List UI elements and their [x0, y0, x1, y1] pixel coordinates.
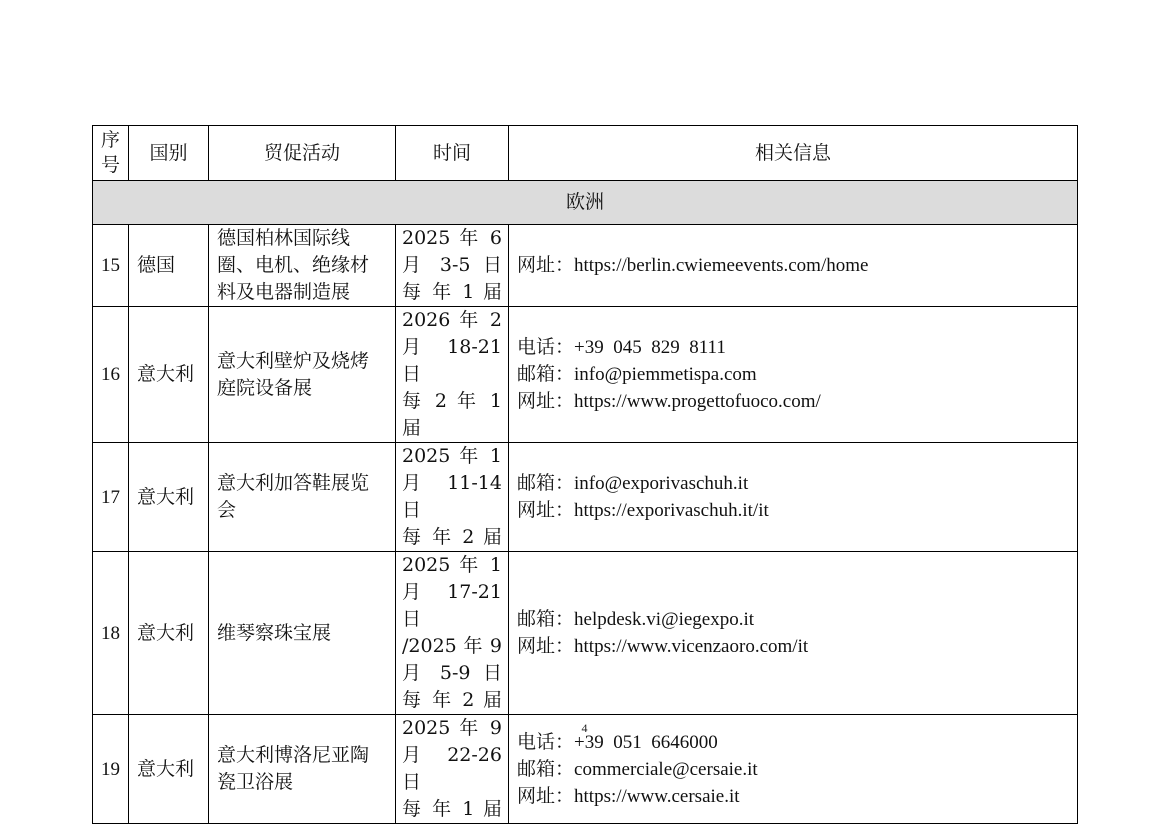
time-line: 月 11-14 日: [402, 472, 502, 521]
contact-link[interactable]: info@piemmetispa.com: [574, 364, 757, 385]
row-contact-info: [509, 552, 1078, 715]
contact-line: [517, 633, 1077, 660]
contact-label: 电话：: [517, 336, 575, 358]
header-event: 贸促活动: [209, 126, 396, 181]
row-contact-info: [509, 307, 1078, 443]
row-country: 意大利: [129, 443, 209, 552]
header-info: 相关信息: [509, 126, 1078, 181]
contact-label: 网址：: [517, 390, 575, 412]
row-serial-number: 16: [93, 307, 129, 443]
region-row: [93, 181, 1078, 225]
trade-fair-table: [92, 125, 1078, 824]
contact-link[interactable]: helpdesk.vi@iegexpo.it: [574, 609, 755, 630]
header-serial-char: 序: [100, 129, 120, 151]
contact-label: 网址：: [517, 254, 575, 276]
event-line: 意大利博洛尼亚陶: [217, 744, 370, 766]
contact-line: [517, 252, 1077, 279]
contact-line: [517, 497, 1077, 524]
contact-line: [517, 361, 1077, 388]
table-row: [93, 443, 1078, 552]
table-row: [93, 552, 1078, 715]
row-contact-info: [509, 225, 1078, 307]
contact-link[interactable]: https://www.progettofuoco.com/: [574, 391, 821, 412]
event-line: 瓷卫浴展: [217, 771, 294, 793]
contact-line: [517, 388, 1077, 415]
time-line: 每 年 2 届: [402, 689, 502, 711]
event-line: 维琴察珠宝展: [217, 621, 332, 644]
contact-line: [517, 756, 1077, 783]
row-serial-number: 19: [93, 715, 129, 824]
row-serial-number: 18: [93, 552, 129, 715]
contact-link[interactable]: commerciale@cersaie.it: [574, 758, 758, 780]
row-time: [396, 443, 509, 552]
contact-label: 电话：: [517, 730, 575, 753]
time-line: 2026 年 2: [402, 309, 502, 331]
time-line: 2025 年 1: [402, 445, 502, 467]
event-line: 料及电器制造展: [217, 281, 351, 303]
contact-line: [517, 606, 1077, 633]
contact-label: 邮箱：: [517, 363, 575, 385]
time-line: 月 5-9 日: [402, 662, 502, 684]
event-line: 圈、电机、绝缘材: [217, 254, 370, 276]
time-line: 每 年 1 届: [402, 281, 502, 303]
time-line: 每 2 年 1 届: [402, 390, 502, 439]
time-line: /2025 年 9: [402, 635, 502, 657]
contact-label: 网址：: [517, 784, 575, 807]
header-serial-char: 号: [100, 154, 120, 176]
time-line: 每 年 2 届: [402, 526, 502, 548]
row-serial-number: 15: [93, 225, 129, 307]
contact-line: [517, 470, 1077, 497]
table-row: [93, 307, 1078, 443]
row-event: [209, 552, 396, 715]
time-line: 2025 年 9: [402, 717, 502, 739]
header-serial-number: [93, 126, 129, 181]
row-country: 意大利: [129, 715, 209, 824]
contact-link[interactable]: https://www.vicenzaoro.com/it: [574, 636, 809, 657]
contact-link[interactable]: info@exporivaschuh.it: [574, 473, 749, 494]
time-line: 月 3-5 日: [402, 254, 502, 276]
event-line: 意大利加答鞋展览: [217, 472, 370, 494]
contact-line: [517, 334, 1077, 361]
contact-value: +39 051 6646000: [574, 731, 718, 753]
contact-link[interactable]: https://berlin.cwiemeevents.com/home: [574, 255, 869, 276]
time-line: 每 年 1 届: [402, 798, 502, 820]
time-line: 月 18-21 日: [402, 336, 502, 385]
row-country: 意大利: [129, 307, 209, 443]
contact-link[interactable]: https://exporivaschuh.it/it: [574, 500, 769, 521]
event-line: 意大利壁炉及烧烤: [217, 349, 370, 372]
time-line: 2025 年 6: [402, 227, 502, 249]
contact-label: 网址：: [517, 635, 575, 657]
row-country: 意大利: [129, 552, 209, 715]
header-country: 国别: [129, 126, 209, 181]
row-event: [209, 443, 396, 552]
row-serial-number: 17: [93, 443, 129, 552]
contact-label: 邮箱：: [517, 757, 575, 780]
event-line: 会: [217, 499, 237, 521]
table-row: [93, 225, 1078, 307]
page-number: 4: [581, 721, 588, 735]
event-line: 德国柏林国际线: [217, 227, 351, 249]
region-label: 欧洲: [93, 181, 1078, 225]
row-time: [396, 552, 509, 715]
header-time: 时间: [396, 126, 509, 181]
row-event: [209, 225, 396, 307]
row-time: [396, 225, 509, 307]
contact-label: 邮箱：: [517, 608, 575, 630]
row-time: [396, 307, 509, 443]
table-header-row: [93, 126, 1078, 181]
contact-label: 邮箱：: [517, 472, 575, 494]
contact-link[interactable]: https://www.cersaie.it: [574, 785, 740, 807]
row-country: 德国: [129, 225, 209, 307]
time-line: 月 17-21 日: [402, 581, 502, 630]
row-contact-info: [509, 443, 1078, 552]
contact-line: [517, 783, 1077, 810]
contact-value: +39 045 829 8111: [574, 337, 726, 358]
time-line: 月 22-26 日: [402, 744, 502, 793]
row-event: [209, 307, 396, 443]
event-line: 庭院设备展: [217, 376, 313, 399]
contact-label: 网址：: [517, 499, 575, 521]
time-line: 2025 年 1: [402, 554, 502, 576]
